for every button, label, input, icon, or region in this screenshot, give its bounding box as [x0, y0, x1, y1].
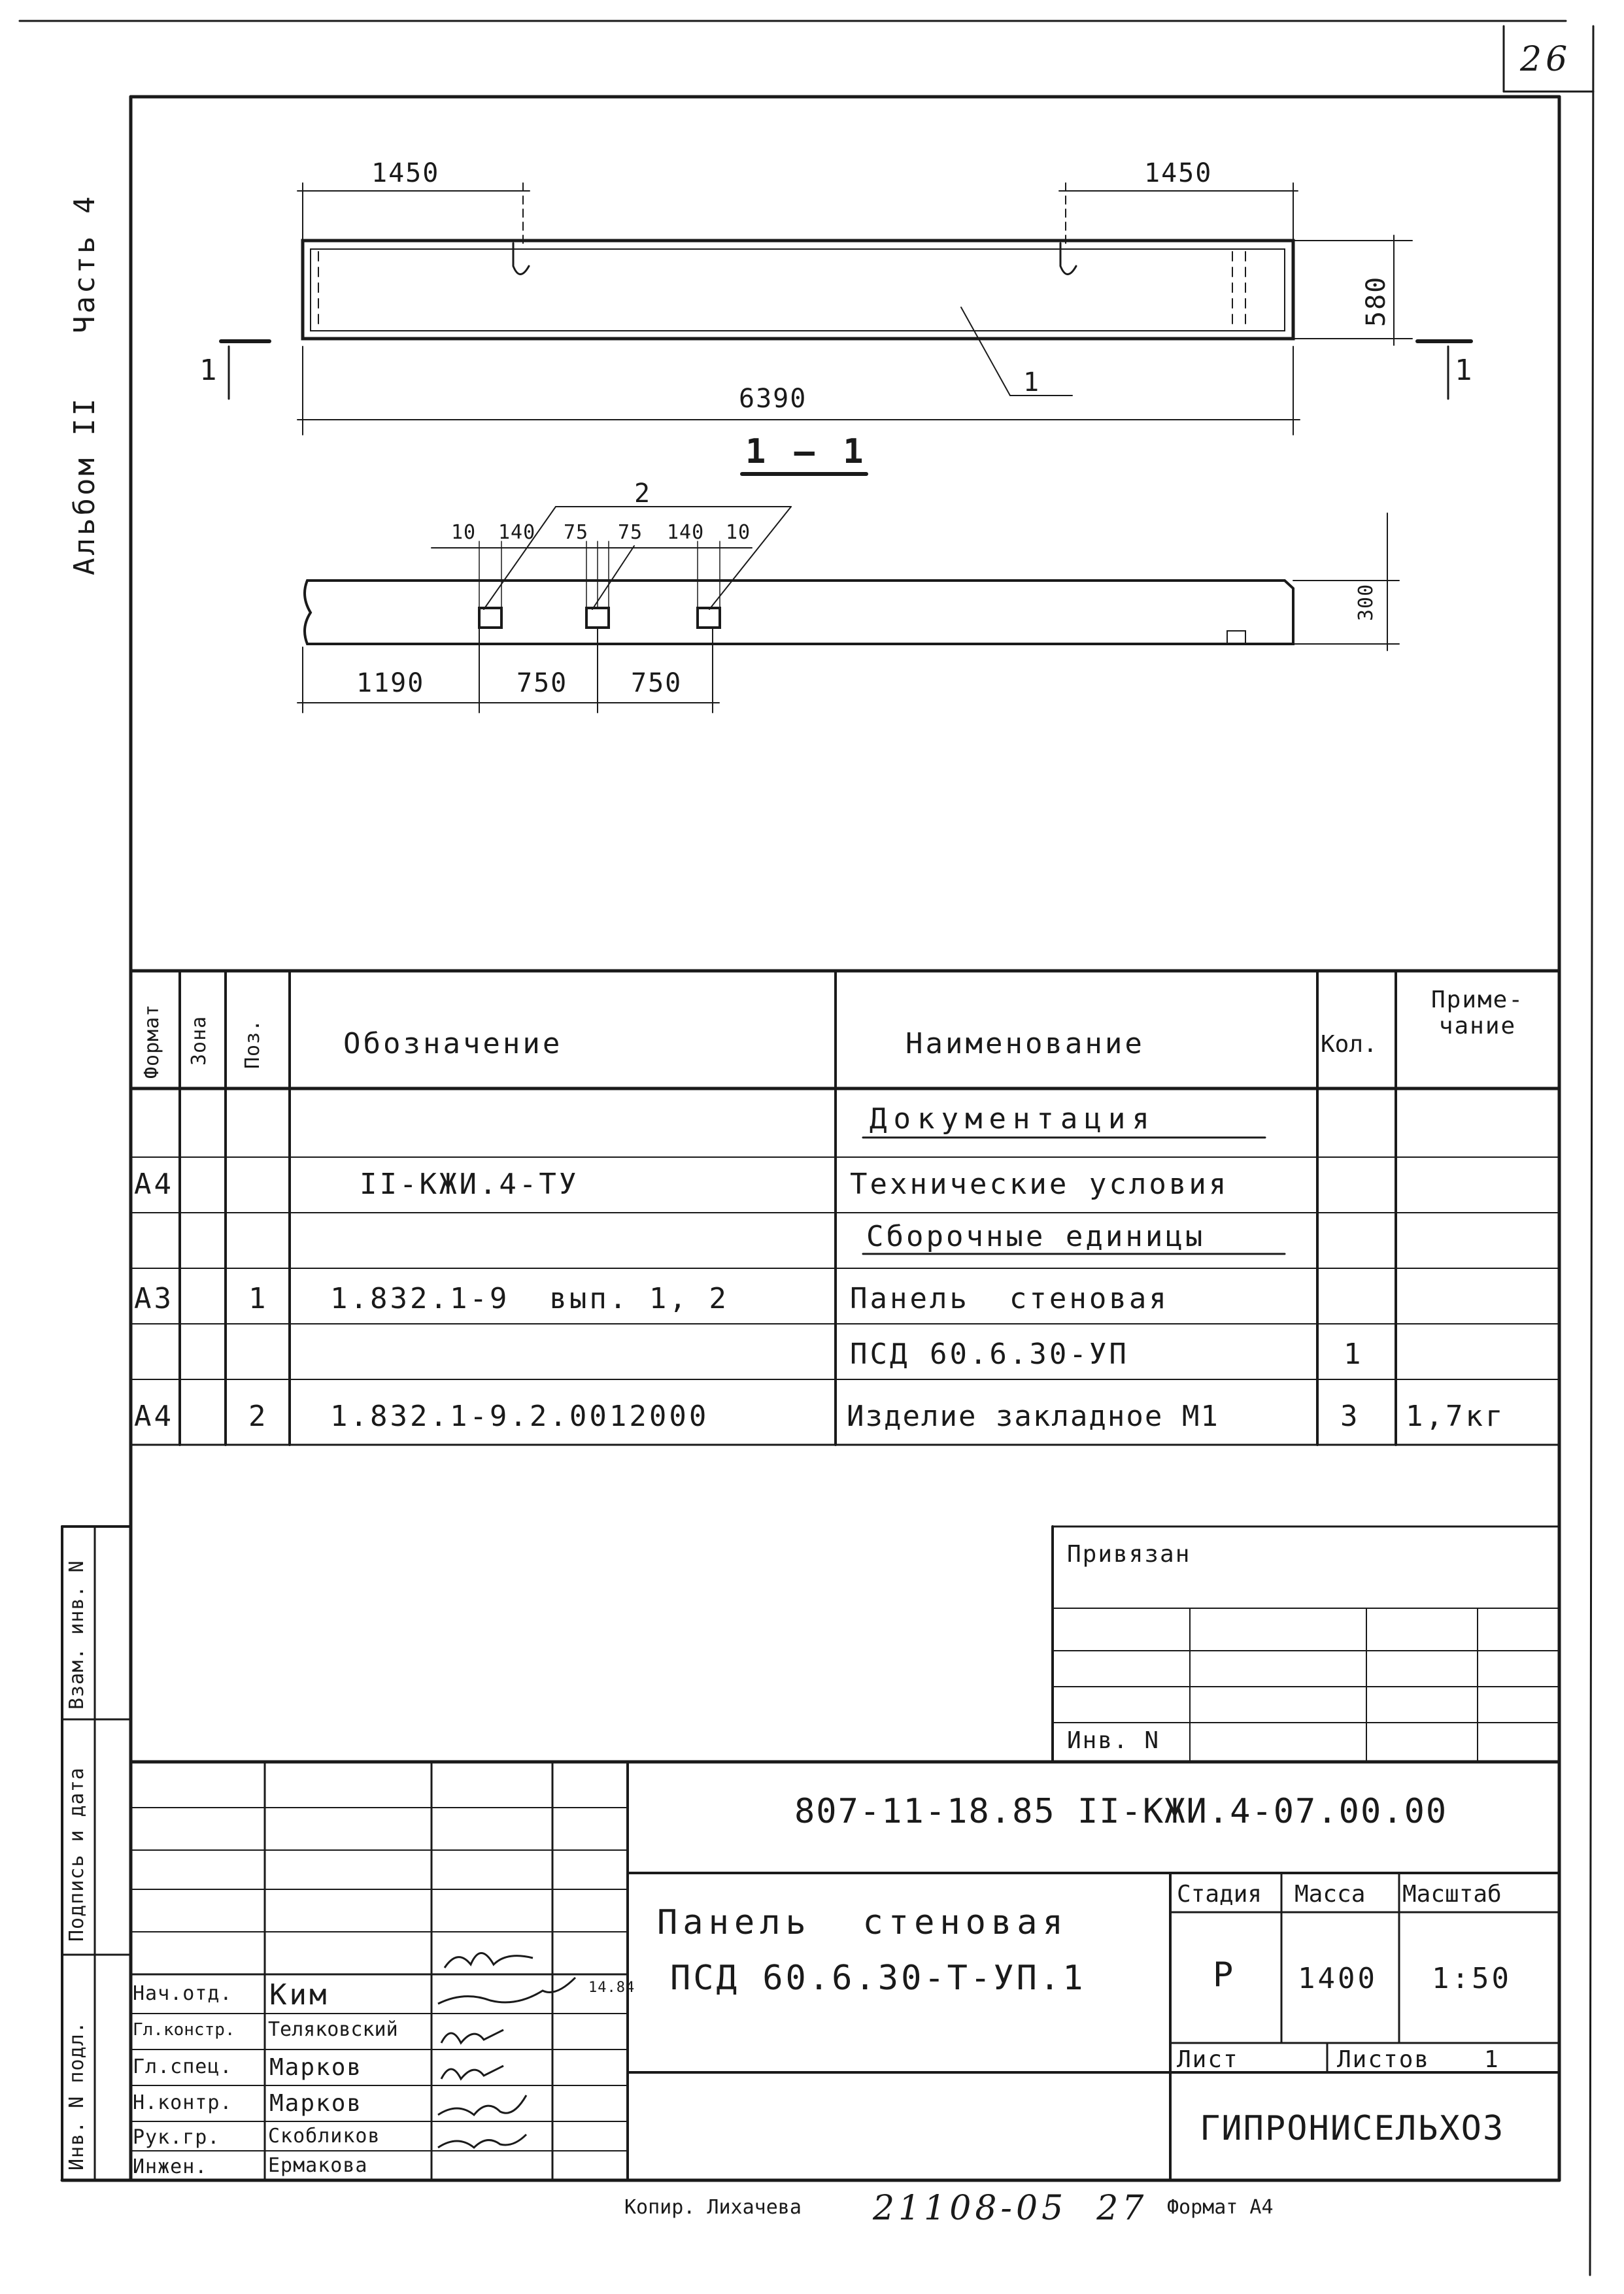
- section-mark-right: 1: [1455, 354, 1475, 387]
- section-bottom-dim: 1190: [356, 668, 425, 698]
- spec-row-name: Панель стеновая: [850, 1282, 1169, 1315]
- binding-title: Привязан: [1067, 1541, 1191, 1568]
- spec-row-format: А4: [134, 1168, 174, 1201]
- binding-inv-label: Инв. N: [1067, 1727, 1160, 1754]
- footer-number: 21108-05 27: [873, 2189, 1148, 2228]
- sheets-label: Листов: [1337, 2046, 1430, 2073]
- stage-value: Р: [1213, 1955, 1238, 1995]
- signature-marks: [438, 1953, 575, 2148]
- staff-name: Ким: [269, 1978, 330, 2012]
- staff-name: Ермакова: [268, 2154, 368, 2177]
- sheet-number: 26: [1520, 40, 1572, 79]
- staff-role: Рук.гр.: [133, 2126, 220, 2149]
- spec-row-format: А4: [134, 1400, 174, 1433]
- spec-row-designation: 1.832.1-9.2.0012000: [330, 1400, 709, 1433]
- section-height-dim: 300: [1355, 583, 1378, 621]
- spec-row-name: Изделие закладное М1: [847, 1400, 1219, 1433]
- section-title: 1 — 1: [745, 432, 868, 471]
- document-title-line2: ПСД 60.6.30-Т-УП.1: [670, 1959, 1086, 1998]
- stage-header: Стадия: [1177, 1881, 1262, 1908]
- section-bottom-dim: 750: [631, 668, 683, 698]
- spec-row-pos: 2: [248, 1400, 269, 1433]
- staff-name: Марков: [269, 2090, 363, 2117]
- header-qty: Кол.: [1321, 1031, 1378, 1058]
- footer-format: Формат А4: [1167, 2196, 1274, 2219]
- sheet-label: Лист: [1177, 2046, 1239, 2073]
- staff-name: Теляковский: [268, 2018, 398, 2041]
- mass-header: Масса: [1294, 1881, 1366, 1908]
- spec-row-note: 1,7кг: [1406, 1400, 1506, 1433]
- section-dim: 75: [564, 521, 589, 544]
- stamp-signature-date: Подпись и дата: [65, 1767, 88, 1942]
- section-bottom-dim: 750: [516, 668, 568, 698]
- staff-name: Скобликов: [268, 2125, 381, 2148]
- header-zone: Зона: [188, 1015, 211, 1066]
- header-name: Наименование: [905, 1027, 1145, 1060]
- scale-value: 1:50: [1432, 1962, 1512, 1995]
- dim-panel-height: 580: [1361, 275, 1391, 327]
- stamp-original-inv: Инв. N подл.: [65, 2021, 88, 2170]
- footer-copier: Копир. Лихачева: [624, 2196, 802, 2219]
- spec-row-designation: II-КЖИ.4-ТУ: [360, 1168, 579, 1201]
- document-code: 807-11-18.85 II-КЖИ.4-07.00.00: [794, 1792, 1448, 1831]
- dim-top-left: 1450: [371, 158, 440, 188]
- document-title-line1: Панель стеновая: [657, 1903, 1068, 1942]
- header-designation: Обозначение: [343, 1027, 563, 1060]
- staff-role: Гл.спец.: [133, 2055, 233, 2078]
- part-label: Часть 4: [68, 194, 101, 333]
- staff-name: Марков: [269, 2054, 363, 2081]
- section-dim: 10: [451, 521, 477, 544]
- section-mark-left: 1: [199, 354, 220, 387]
- spec-row-designation: 1.832.1-9 вып. 1, 2: [330, 1282, 729, 1315]
- stamp-replaced-inv: Взам. инв. N: [65, 1560, 88, 1710]
- staff-role: Гл.констр.: [133, 2020, 235, 2040]
- section-dim: 140: [667, 521, 705, 544]
- spec-row-format: А3: [134, 1282, 174, 1315]
- spec-row-name: Технические условия: [850, 1168, 1229, 1201]
- section-dim: 140: [498, 521, 536, 544]
- dim-top-right: 1450: [1144, 158, 1213, 188]
- spec-row-name: ПСД 60.6.30-УП: [850, 1338, 1129, 1371]
- header-note: Приме- чание: [1430, 987, 1525, 1039]
- sheets-count: 1: [1484, 2046, 1500, 2073]
- callout-2: 2: [634, 479, 652, 509]
- section-dim: 75: [618, 521, 643, 544]
- staff-role: Н.контр.: [133, 2091, 233, 2114]
- spec-row-name: Сборочные единицы: [866, 1220, 1206, 1253]
- staff-role: Инжен.: [133, 2155, 208, 2178]
- organization-name: ГИПРОНИСЕЛЬХОЗ: [1200, 2109, 1505, 2148]
- spec-row-pos: 1: [248, 1282, 269, 1315]
- header-pos: Поз.: [241, 1019, 264, 1069]
- spec-row-name: Документация: [870, 1102, 1156, 1136]
- dim-overall-length: 6390: [739, 384, 807, 414]
- header-format: Формат: [141, 1004, 163, 1079]
- album-label: Альбом II: [68, 396, 101, 575]
- spec-row-qty: 1: [1344, 1338, 1364, 1371]
- section-dim: 10: [726, 521, 751, 544]
- scale-header: Масштаб: [1402, 1881, 1502, 1908]
- mass-value: 1400: [1298, 1962, 1378, 1995]
- date-note: 14.84: [588, 1980, 635, 1996]
- spec-row-qty: 3: [1340, 1400, 1361, 1433]
- staff-role: Нач.отд.: [133, 1982, 233, 2005]
- callout-1: 1: [1023, 367, 1041, 397]
